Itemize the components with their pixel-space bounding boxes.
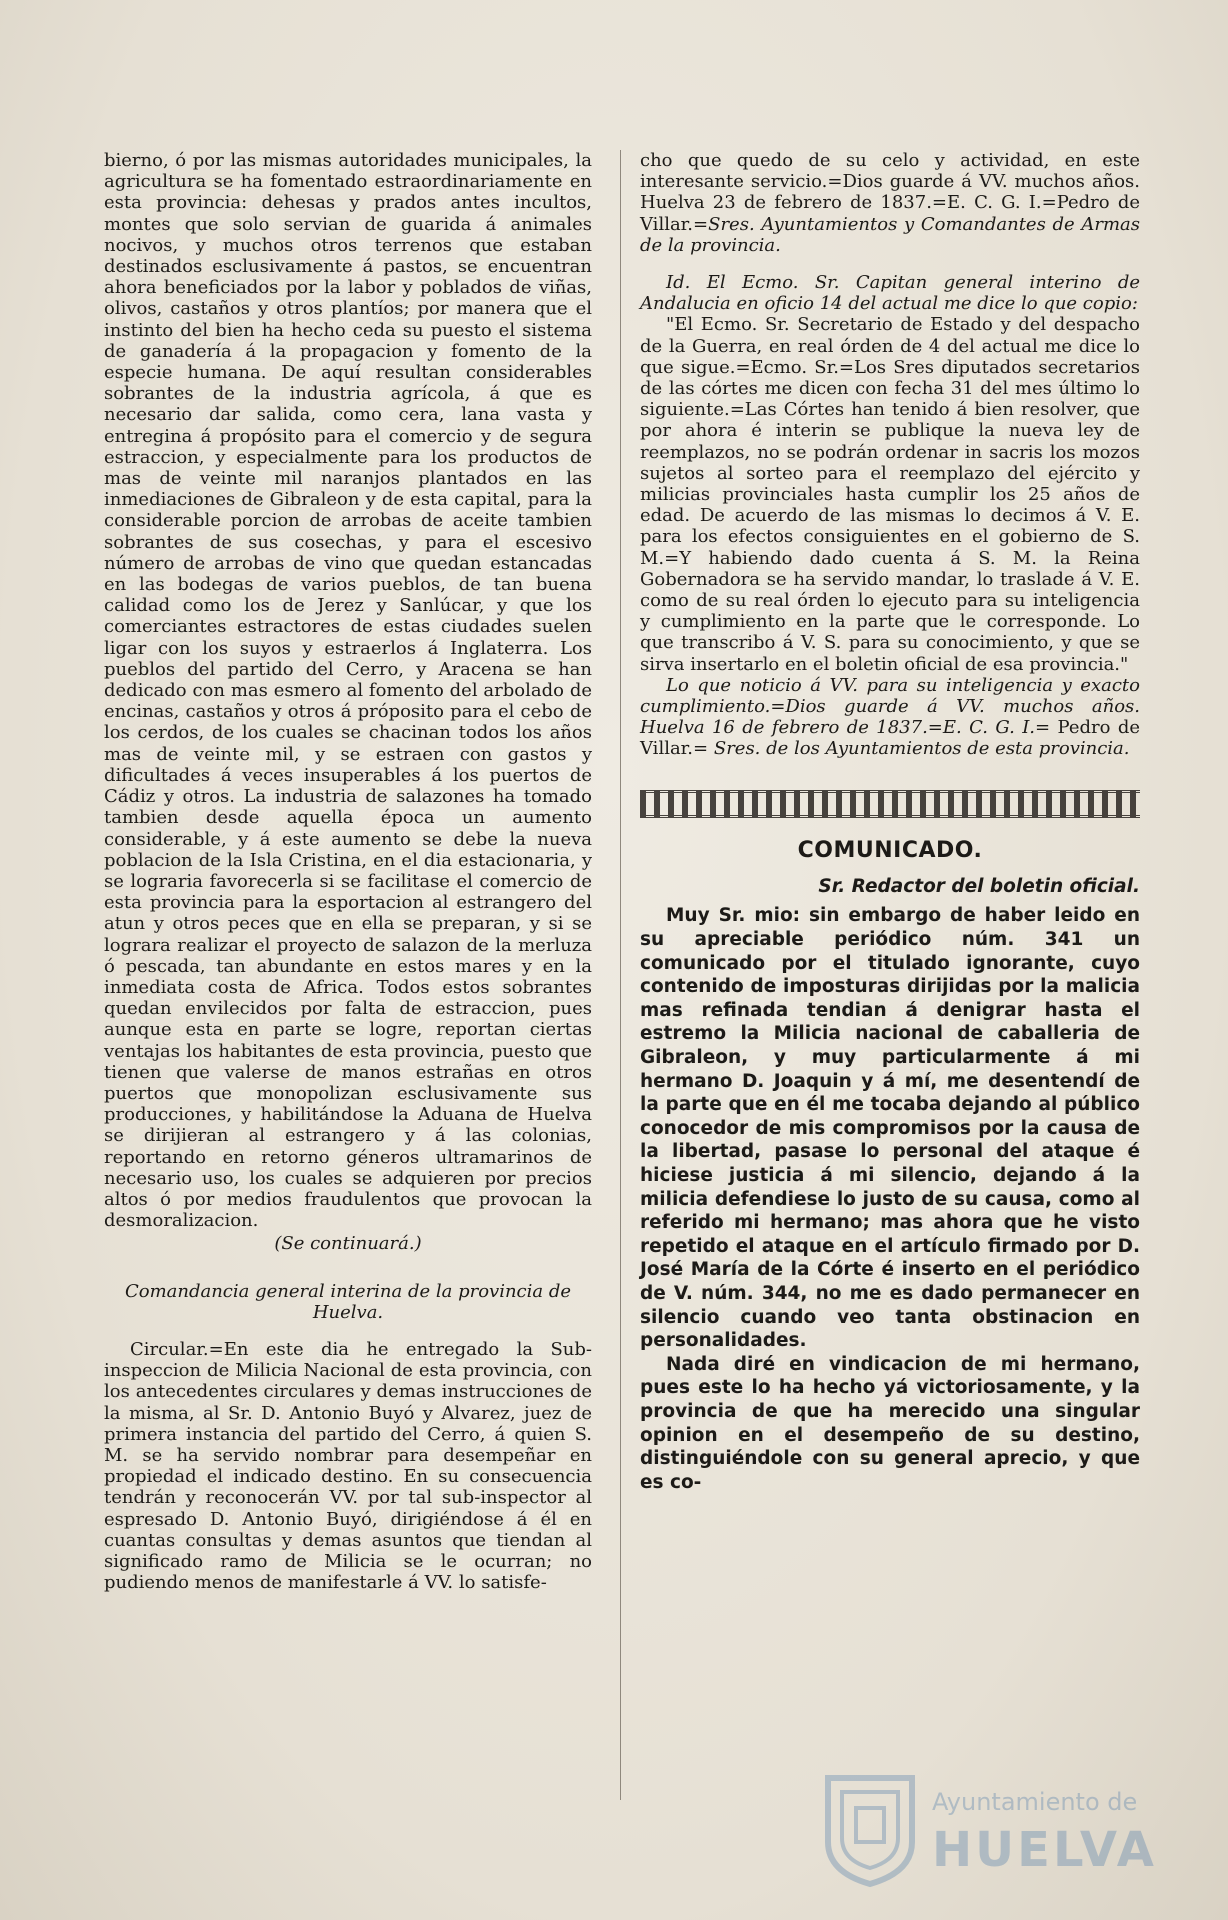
left-column xyxy=(104,150,592,1593)
right-column xyxy=(640,150,1140,1494)
letter-paragraph-1: Muy Sr. mio: sin embargo de haber leido en su apreciable periódico núm. 341 un comunicado por el titulado ignorante, cuyo contenido de imposturas dirijidas por la malicia mas refinada tendian á denigrar hasta el estremo la Milicia nacional de caballeria de Gibraleon, y muy particularmente á mi hermano D. Joaquin y á mí, me desentendí de la parte que en él me tocaba dejando al público conocedor de mis compromisos por la causa de la libertad, pasase lo personal del ataque é hiciese justicia á mi silencio, dejando á la milicia defendiese lo justo de su causa, como al referido mi hermano; mas ahora que he visto repetido el ataque en el artículo firmado por D. José María de la Córte é inserto en el periódico de V. núm. 344, no me es dado permanecer en silencio cuando veo tanta obstinacion en personalidades. xyxy=(640,905,1140,1352)
salutation: Sr. Redactor del boletin oficial. xyxy=(818,875,1140,897)
royal-order: "El Ecmo. Sr. Secretario de Estado y del despacho de la Guerra, en real órden de 4 del actual me dice lo que sigue.=Ecmo. Sr.=Los Sres diputados secretarios de las córtes me dicen con fecha 31 del mes último lo siguiente.=Las Córtes han tenido á bien resolver, que por ahora é interin se publique la nueva ley de reemplazos, no se podrán ordenar in sacris los mozos sujetos al sorteo para el reemplazo del ejército y milicias provinciales hasta cumplir los 25 años de edad. De acuerdo de las mismas lo decimos á V. E. para los efectos consiguientes en el gobierno de S. M.=Y habiendo dado cuenta á S. M. la Reina Gobernadora se ha servido mandar, lo traslade á V. E. como de su real órden lo ejecuto para su inteligencia y cumplimiento en la parte que le corresponde. Lo que transcribo á V. S. para su conocimiento, y que se sirva insertarlo en el boletin oficial de esa provincia." xyxy=(640,314,1140,675)
logo-line-1: Ayuntamiento de xyxy=(932,1788,1138,1816)
notice-text: Lo que noticio á VV. para su inteligencia y exacto cumplimiento.=Dios guarde á VV. muchos años. Huelva 16 de febrero de 1837.=E. C. G. I.= xyxy=(640,674,1140,739)
comunicado-heading: COMUNICADO. xyxy=(797,837,983,863)
agriculture-paragraph: bierno, ó por las mismas autoridades municipales, la agricultura se ha fomentado estraordinariamente en esta provincia: dehesas y prados antes incultos, montes que solo servian de guarida á animales nocivos, y muchos otros terrenos que estaban destinados esclusivamente á pastos, se encuentran ahora beneficiados por la labor y poblados de viñas, olivos, castaños y otros plantíos; por manera que el instinto del bien ha hecho ceda su puesto el sistema de ganadería á la propagacion y fomento de la especie humana. De aquí resultan considerables sobrantes de la industria agrícola, á que es necesario dar salida, como cera, lana vasta y entregina á propósito para el comercio y de segura estraccion, y especialmente para los productos de mas de veinte mil naranjos plantados en las inmediaciones de Gibraleon y de esta capital, para la considerable porcion de arrobas de aceite tambien sobrantes de sus cosechas, y para el escesivo número de arrobas de vino que quedan estancadas en las bodegas de varios pueblos, de tan buena calidad como los de Jerez y Sanlúcar, y que los comerciantes estractores de estas ciudades suelen ligar con los suyos y estraerlos á Inglaterra. Los pueblos del partido del Cerro, y Aracena se han dedicado con mas esmero al fomento del arbolado de encinas, castaños y otros á próposito para el cebo de los cerdos, de los cuales se chacinan todos los años mas de veinte mil, y se estraen con gastos y dificultades á veces insuperables á los puertos de Cádiz y otros. La industria de salazones ha tomado tambien desde aquella época un aumento considerable, y á este aumento se debe la nueva poblacion de la Isla Cristina, en el dia estacionaria, y se lograria favorecerla si se facilitase el comercio de esta provincia para la esportacion al estrangero del atun y otros peces que en ella se preparan, y si se lograra realizar el proyecto de salazon de la merluza ó pescada, tan abundante en estos mares y en la inmediata costa de Africa. Todos estos sobrantes quedan envilecidos por falta de estraccion, pues aunque esta en parte se logre, reportan ciertas ventajas los habitantes de esta provincia, puesto que tienen que valerse de manos estrañas en otros puertos que monopolizan esclusivamente sus producciones, y habilitándose la Aduana de Huelva se dirijieran al estrangero y á las colonias, reportando en retorno géneros ultramarinos de necesario uso, los cuales se adquieren por precios altos ó por medios fraudulentos que provocan la desmoralizacion. xyxy=(104,150,592,1232)
notice xyxy=(640,675,1140,760)
circular-end xyxy=(640,150,1140,256)
ornamental-rule xyxy=(640,790,1140,818)
notice-address: Sres. de los Ayuntamientos de esta provincia. xyxy=(713,738,1130,760)
id-intro: Id. El Ecmo. Sr. Capitan general interino de Andalucia en oficio 14 del actual me dice lo que copio: xyxy=(640,272,1140,315)
letter-paragraph-2: Nada diré en vindicacion de mi hermano, pues este lo ha hecho yá victoriosamente, y la provincia de que ha merecido una singular opinion en el desempeño de su destino, distinguiéndole con su general aprecio, y que es co- xyxy=(640,1353,1140,1493)
ayuntamiento-logo-watermark xyxy=(820,1772,1160,1888)
shield-icon xyxy=(820,1772,920,1888)
logo-line-2: HUELVA xyxy=(932,1822,1157,1878)
circular-end-text: cho que quedo de su celo y actividad, en este interesante servicio.=Dios guarde á VV. muchos años. Huelva 23 de febrero de 1837.=E. C. G. I.=Pedro de Villar.= xyxy=(640,150,1140,235)
signature: Pedro de Villar.= xyxy=(640,717,1140,760)
circular-address: Sres. Ayuntamientos y Comandantes de Armas de la provincia. xyxy=(640,213,1140,256)
section-title: Comandancia general interina de la provincia de Huelva. xyxy=(124,1280,572,1323)
circular-paragraph: Circular.=En este dia he entregado la Sub-inspeccion de Milicia Nacional de esta provincia, con los antecedentes circulares y demas instrucciones de la misma, al Sr. D. Antonio Buyó y Alvarez, juez de primera instancia del partido del Cerro, á quien S. M. se ha servido nombrar para desempeñar en propiedad el indicado destino. En su consecuencia tendrán y reconocerán VV. por tal sub-inspector al espresado D. Antonio Buyó, dirigiéndose á él en cuantas consultas y demas asuntos que tiendan al significado ramo de Milicia se le ocurran; no pudiendo menos de manifestarle á VV. lo satisfe- xyxy=(104,1338,592,1594)
continued-note: (Se continuará.) xyxy=(274,1233,422,1255)
column-divider xyxy=(620,150,621,1800)
